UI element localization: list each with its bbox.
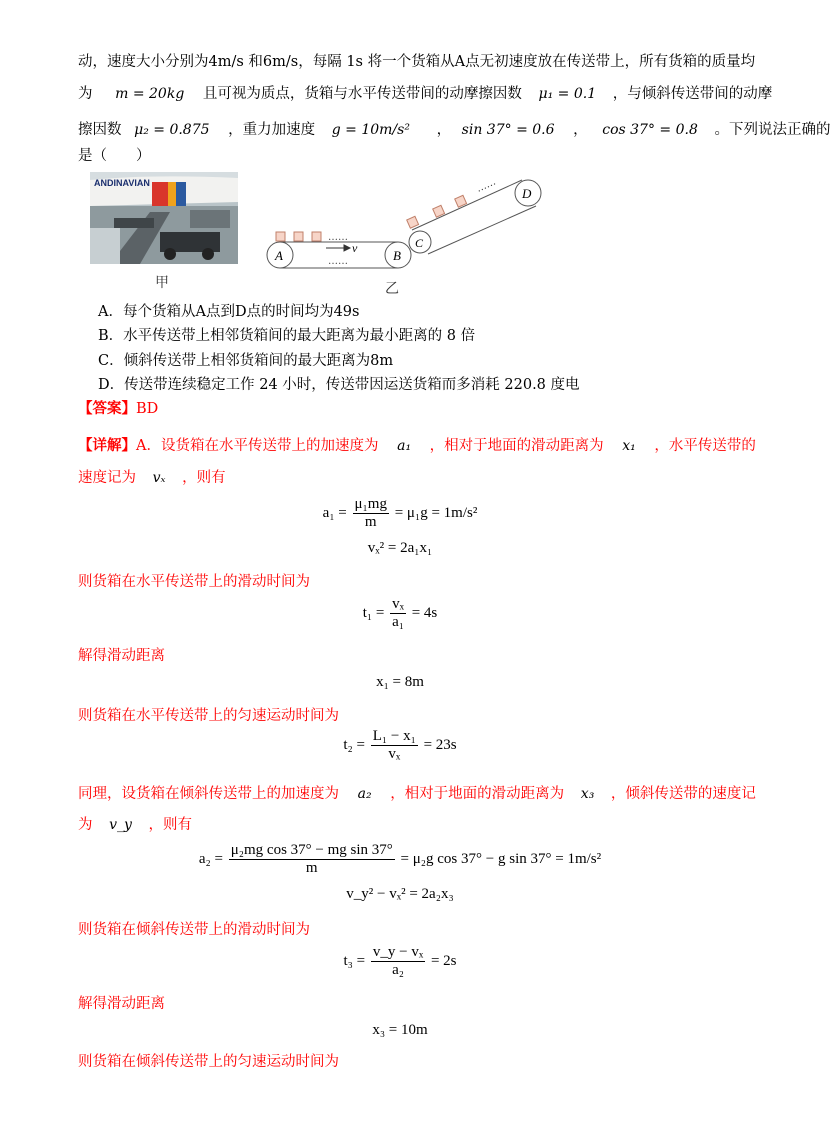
symbol-x1: x₁ <box>622 438 636 454</box>
mass-formula: m = 20kg <box>115 86 185 102</box>
equation-t2: t₂ = $\frac{\text{L₁ − x₁}}{\text{vₓ}}$ = 23s <box>343 728 457 762</box>
airport-photo-illustration <box>90 172 238 264</box>
question-line-1: 动，速度大小分别为4m/s 和6m/s，每隔 1s 将一个货箱从A点无初速度放在传送带上，所有货箱的质量均 <box>78 54 756 70</box>
sin-formula: sin 37° = 0.6 <box>461 122 555 138</box>
question-line-2-mid: 且可视为质点，货箱与水平传送带间的动摩擦因数 <box>202 86 522 102</box>
inclined-boxes <box>407 195 467 228</box>
detail-p2-b: ，相对于地面的滑动距离为 <box>390 786 565 802</box>
t4-intro: 则货箱在倾斜传送带上的匀速运动时间为 <box>78 1054 339 1070</box>
question-line-3-suffix: 。下列说法正确的 <box>714 122 830 138</box>
option-a: A．每个货箱从A点到D点的时间均为49s <box>98 304 360 320</box>
detail-p1-d: 速度记为 <box>78 470 136 486</box>
equation-x1: x₁ = 8m <box>376 674 424 690</box>
g-label: ，重力加速度 <box>228 122 316 138</box>
question-line-3-prefix: 擦因数 <box>78 122 122 138</box>
symbol-a1: a₁ <box>397 438 412 454</box>
option-c: C．倾斜传送带上相邻货箱间的最大距离为8m <box>98 353 394 369</box>
label-c: C <box>415 236 424 250</box>
velocity-arrow-icon <box>326 245 350 251</box>
question-line-2-suffix: ，与倾斜传送带间的动摩 <box>612 86 773 102</box>
question-line-2 <box>78 84 772 104</box>
detail-line-1 <box>78 436 756 456</box>
diagram-caption: 乙 <box>385 281 399 297</box>
mu2-formula: μ₂ = 0.875 <box>134 122 210 138</box>
figure-photo <box>90 172 238 264</box>
x1-intro: 解得滑动距离 <box>78 648 165 664</box>
detail-line-3 <box>78 784 756 804</box>
symbol-a2: a₂ <box>357 786 372 802</box>
mu1-formula: μ₁ = 0.1 <box>538 86 597 102</box>
detail-line-2 <box>78 468 226 488</box>
conveyor-diagram <box>262 176 552 276</box>
detail-p2-d: 为 <box>78 817 93 833</box>
equation-vx: vₓ² = 2a₁x₁ <box>367 540 433 556</box>
label-a: A <box>275 248 283 263</box>
symbol-vy: v_y <box>109 817 132 833</box>
equation-vy: v_y² − vₓ² = 2a₂x₃ <box>346 886 454 902</box>
detail-p2-e: ，则有 <box>148 817 193 833</box>
cos-formula: cos 37° = 0.8 <box>602 122 698 138</box>
t2-intro: 则货箱在水平传送带上的匀速运动时间为 <box>78 708 339 724</box>
horizontal-boxes <box>276 232 321 241</box>
equation-x3: x₃ = 10m <box>372 1022 428 1038</box>
detail-p1-b: ，相对于地面的滑动距离为 <box>429 438 604 454</box>
detail-p1-e: ，则有 <box>182 470 226 486</box>
label-d: D <box>522 186 532 201</box>
equation-a2: a₂ = $\frac{\text{μ₂mg cos 37° − mg sin 37°}}{m}$ = μ₂g cos 37° − g sin 37° = 1m/s² <box>198 842 602 876</box>
answer-value: BD <box>136 401 159 417</box>
symbol-x3: x₃ <box>580 786 595 802</box>
equation-t1: t₁ = $\frac{\text{vₓ}}{\text{a₁}}$ = 4s <box>362 596 438 630</box>
answer-tag: 【答案】 <box>78 400 136 417</box>
t1-intro: 则货箱在水平传送带上的滑动时间为 <box>78 574 310 590</box>
photo-lettering: ANDINAVIAN <box>94 178 150 188</box>
question-line-3: 擦因数 μ₂ = 0.875 ，重力加速度 g = 10m/s² ， sin 37° = 0.6 ， cos 37° = 0.8 。下列说法正确的 <box>78 122 830 138</box>
svg-text:……: …… <box>474 176 498 195</box>
label-b: B <box>393 248 401 263</box>
svg-text:……: …… <box>328 232 348 243</box>
svg-text:……: …… <box>328 256 348 267</box>
detail-p2-c: ，倾斜传送带的速度记 <box>610 786 756 802</box>
detail-line-4 <box>78 815 192 835</box>
detail-p1-c: ，水平传送带的 <box>654 438 756 454</box>
answer-line <box>78 399 158 419</box>
symbol-vx: vₓ <box>152 470 166 486</box>
detail-tag: 【详解】 <box>78 437 136 454</box>
equation-t3: t₃ = $\frac{\text{v\_y − vₓ}}{\text{a₂}}$ = 2s <box>343 944 457 978</box>
question-line-4: 是（ ） <box>78 148 151 164</box>
question-line-2-prefix: 为 <box>78 86 93 102</box>
x3-intro: 解得滑动距离 <box>78 996 165 1012</box>
photo-caption: 甲 <box>155 275 169 291</box>
equation-a1: a₁ = $\frac{\text{μ₁mg}}{m}$ = μ₁g = 1m/s² <box>322 496 478 530</box>
detail-p1-a: A．设货箱在水平传送带上的加速度为 <box>136 438 379 454</box>
label-v: v <box>352 241 358 255</box>
g-formula: g = 10m/s² <box>331 122 410 138</box>
option-b: B．水平传送带上相邻货箱间的最大距离为最小距离的 8 倍 <box>98 328 476 344</box>
detail-p2-a: 同理，设货箱在倾斜传送带上的加速度为 <box>78 786 339 802</box>
option-d: D．传送带连续稳定工作 24 小时，传送带因运送货箱而多消耗 220.8 度电 <box>98 377 580 393</box>
t3-intro: 则货箱在倾斜传送带上的滑动时间为 <box>78 922 310 938</box>
